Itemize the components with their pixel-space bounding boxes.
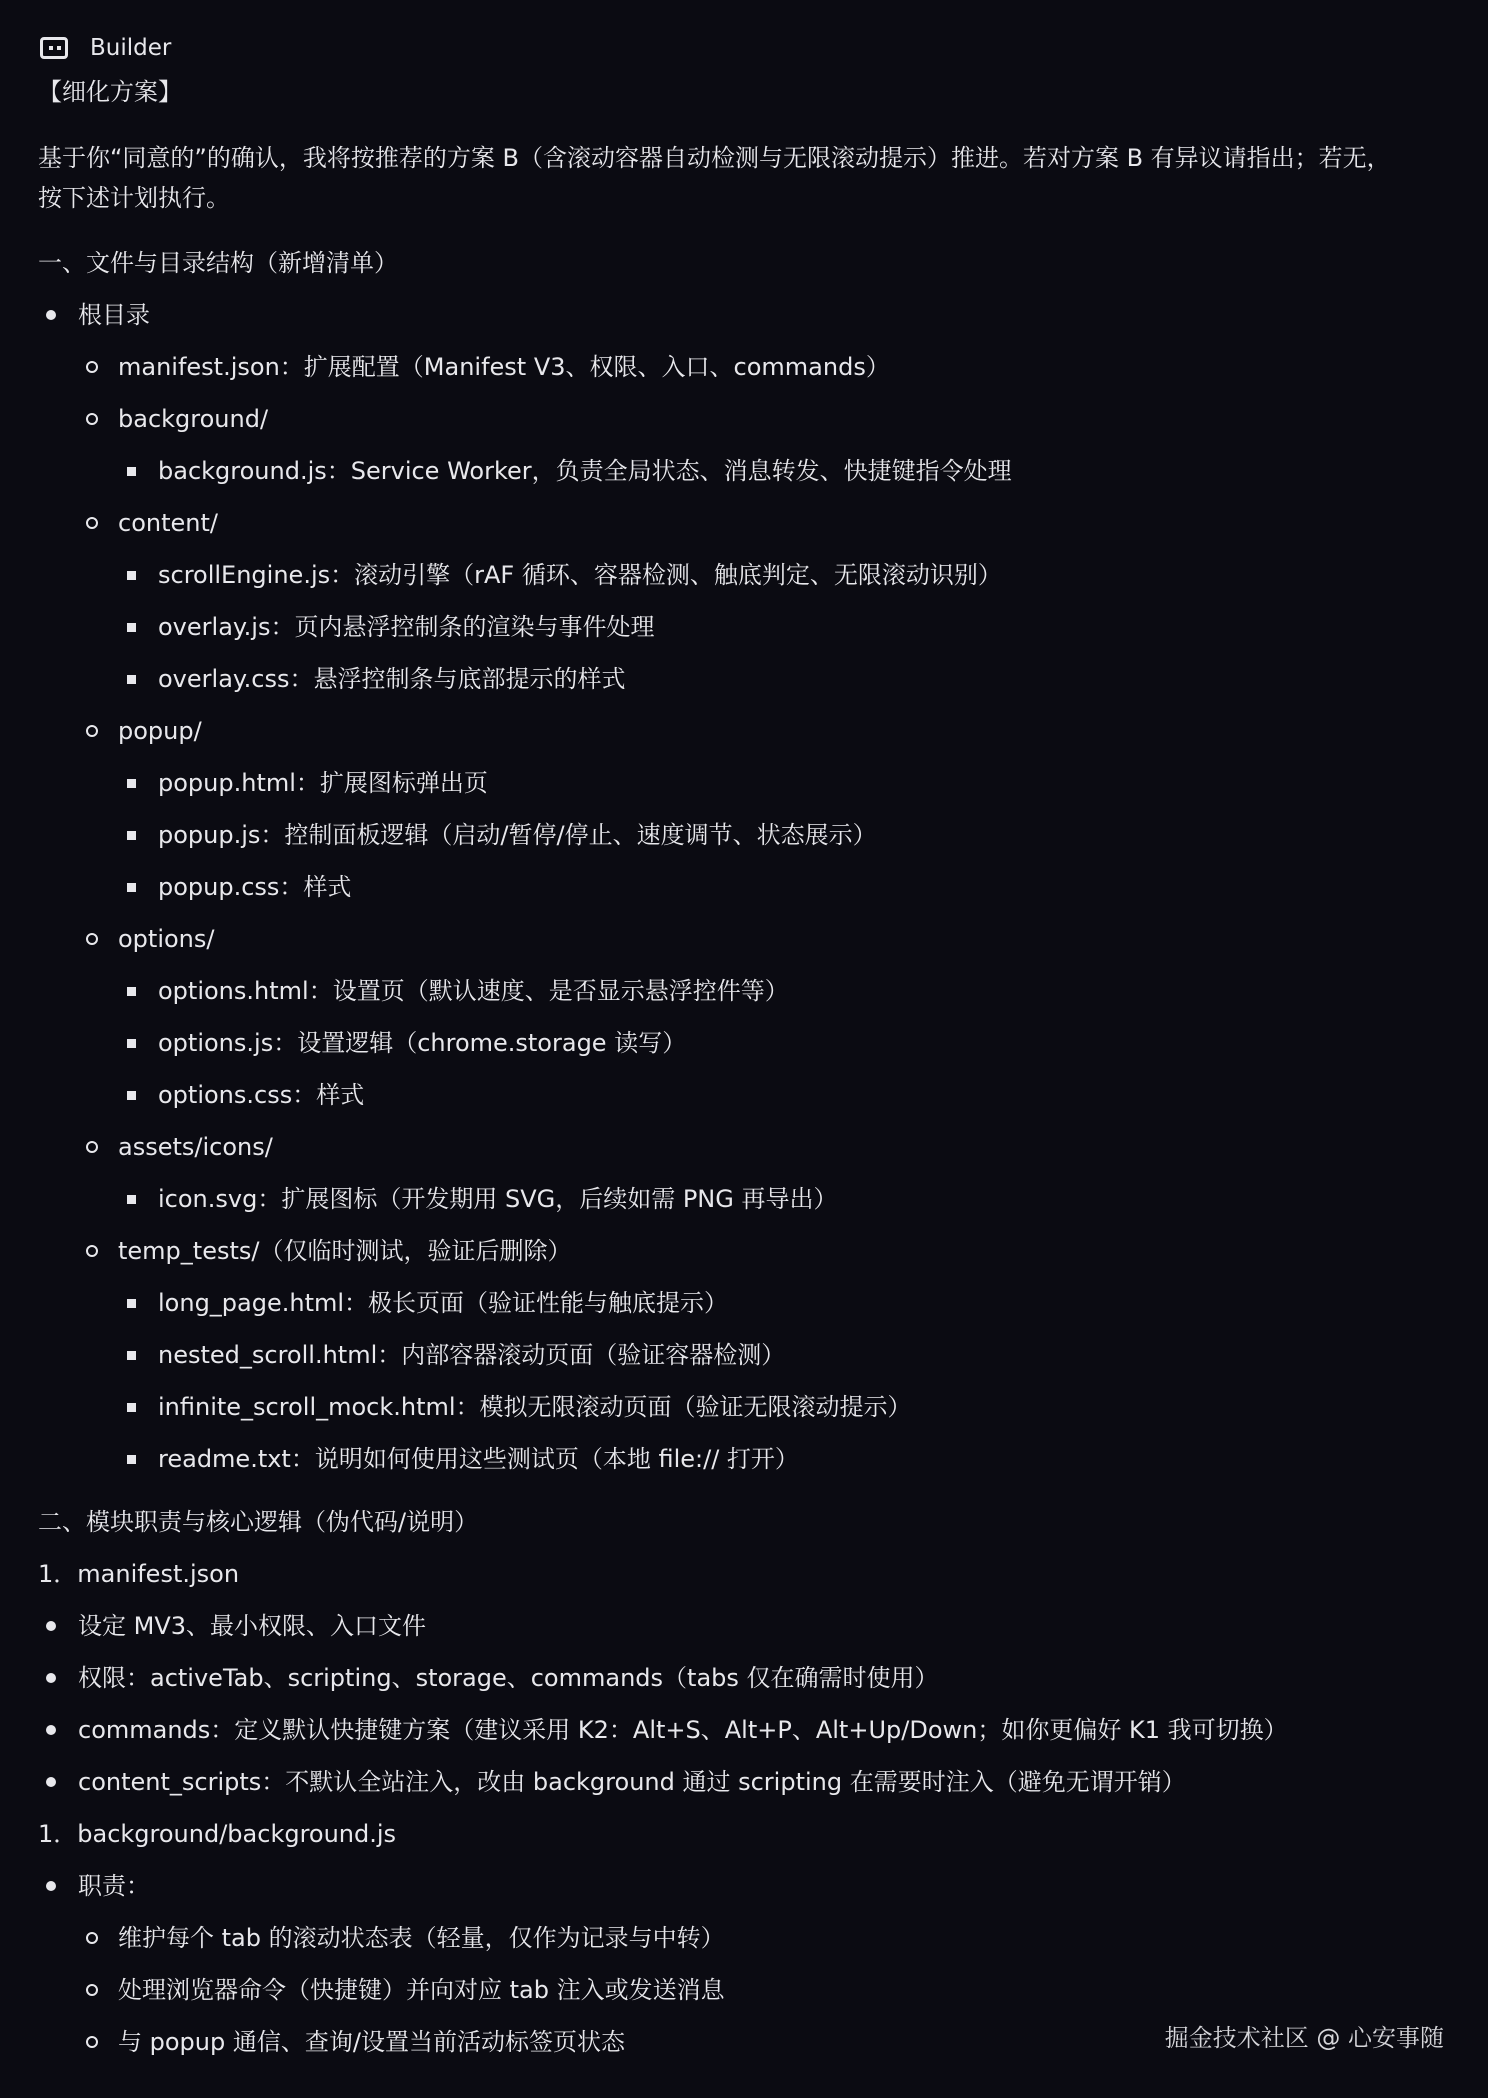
bullet-dot-icon xyxy=(46,1673,56,1683)
bullet-square-icon xyxy=(127,1403,136,1412)
builder-header xyxy=(40,30,171,66)
line-text: 1．manifest.json xyxy=(38,1560,240,1588)
bullet-square-icon xyxy=(127,571,136,580)
bullet-circle-icon xyxy=(86,1245,98,1257)
bullet-circle-icon xyxy=(86,1141,98,1153)
bullet-dot-icon xyxy=(46,1777,56,1787)
line-text: 权限：activeTab、scripting、storage、commands（tabs 仅在确需时使用） xyxy=(78,1664,939,1692)
line-text: 设定 MV3、最小权限、入口文件 xyxy=(78,1612,427,1640)
line-text: options.html：设置页（默认速度、是否显示悬浮控件等） xyxy=(158,977,789,1005)
bullet-square-icon xyxy=(127,831,136,840)
bullet-dot-icon xyxy=(46,310,56,320)
line-text: 根目录 xyxy=(78,301,150,329)
line-text: 职责： xyxy=(78,1872,150,1900)
bullet-circle-icon xyxy=(86,2036,98,2048)
line-text: manifest.json：扩展配置（Manifest V3、权限、入口、commands） xyxy=(118,353,890,381)
bullet-square-icon xyxy=(127,987,136,996)
line-text: 维护每个 tab 的滚动状态表（轻量，仅作为记录与中转） xyxy=(118,1924,725,1952)
line-text: options/ xyxy=(118,925,215,953)
bullet-circle-icon xyxy=(86,725,98,737)
line-text: 【细化方案】 xyxy=(38,78,182,106)
bullet-square-icon xyxy=(127,1195,136,1204)
line-text: nested_scroll.html：内部容器滚动页面（验证容器检测） xyxy=(158,1341,786,1369)
bullet-circle-icon xyxy=(86,1984,98,1996)
line-text: scrollEngine.js：滚动引擎（rAF 循环、容器检测、触底判定、无限滚动识别） xyxy=(158,561,1002,589)
bullet-square-icon xyxy=(127,675,136,684)
line-text: 一、文件与目录结构（新增清单） xyxy=(38,249,398,277)
line-text: infinite_scroll_mock.html：模拟无限滚动页面（验证无限滚动提示） xyxy=(158,1393,912,1421)
line-text: readme.txt：说明如何使用这些测试页（本地 file:// 打开） xyxy=(158,1445,799,1473)
bullet-square-icon xyxy=(127,623,136,632)
bullet-square-icon xyxy=(127,1351,136,1360)
line-text: options.js：设置逻辑（chrome.storage 读写） xyxy=(158,1029,687,1057)
line-text: popup/ xyxy=(118,717,202,745)
bullet-square-icon xyxy=(127,779,136,788)
line-text: 按下述计划执行。 xyxy=(38,184,230,212)
line-text: 1．background/background.js xyxy=(38,1820,397,1848)
bullet-circle-icon xyxy=(86,933,98,945)
line-text: background.js：Service Worker，负责全局状态、消息转发、快捷键指令处理 xyxy=(158,457,1012,485)
bullet-dot-icon xyxy=(46,1881,56,1891)
line-text: 与 popup 通信、查询/设置当前活动标签页状态 xyxy=(118,2028,625,2056)
header-title: Builder xyxy=(90,35,172,61)
bullet-dot-icon xyxy=(46,1725,56,1735)
line-text: popup.js：控制面板逻辑（启动/暂停/停止、速度调节、状态展示） xyxy=(158,821,877,849)
line-text: 二、模块职责与核心逻辑（伪代码/说明） xyxy=(38,1508,479,1536)
line-text: commands：定义默认快捷键方案（建议采用 K2：Alt+S、Alt+P、Alt+Up/Down；如你更偏好 K1 我可切换） xyxy=(78,1716,1288,1744)
bullet-circle-icon xyxy=(86,361,98,373)
line-text: 处理浏览器命令（快捷键）并向对应 tab 注入或发送消息 xyxy=(118,1976,725,2004)
line-text: overlay.js：页内悬浮控制条的渲染与事件处理 xyxy=(158,613,655,641)
line-text: 基于你“同意的”的确认，我将按推荐的方案 B（含滚动容器自动检测与无限滚动提示）推进。若对方案 B 有异议请指出；若无， xyxy=(38,144,1391,172)
bullet-dot-icon xyxy=(46,1621,56,1631)
line-text: popup.html：扩展图标弹出页 xyxy=(158,769,488,797)
watermark: 掘金技术社区 @ 心安事随 xyxy=(1164,2024,1444,2052)
bot-icon xyxy=(40,37,68,59)
line-text: background/ xyxy=(118,405,269,433)
bullet-square-icon xyxy=(127,1039,136,1048)
bullet-square-icon xyxy=(127,467,136,476)
bullet-circle-icon xyxy=(86,1932,98,1944)
bullet-square-icon xyxy=(127,1299,136,1308)
line-text: options.css：样式 xyxy=(158,1081,365,1109)
bullet-circle-icon xyxy=(86,413,98,425)
line-text: popup.css：样式 xyxy=(158,873,352,901)
bullet-square-icon xyxy=(127,1455,136,1464)
line-text: temp_tests/（仅临时测试，验证后删除） xyxy=(118,1237,572,1265)
bullet-square-icon xyxy=(127,883,136,892)
bullet-circle-icon xyxy=(86,517,98,529)
line-text: content_scripts：不默认全站注入，改由 background 通过 scripting 在需要时注入（避免无谓开销） xyxy=(78,1768,1186,1796)
line-text: content/ xyxy=(118,509,218,537)
bullet-square-icon xyxy=(127,1091,136,1100)
line-text: assets/icons/ xyxy=(118,1133,273,1161)
line-text: overlay.css：悬浮控制条与底部提示的样式 xyxy=(158,665,626,693)
line-text: long_page.html：极长页面（验证性能与触底提示） xyxy=(158,1289,729,1317)
line-text: icon.svg：扩展图标（开发期用 SVG，后续如需 PNG 再导出） xyxy=(158,1185,838,1213)
